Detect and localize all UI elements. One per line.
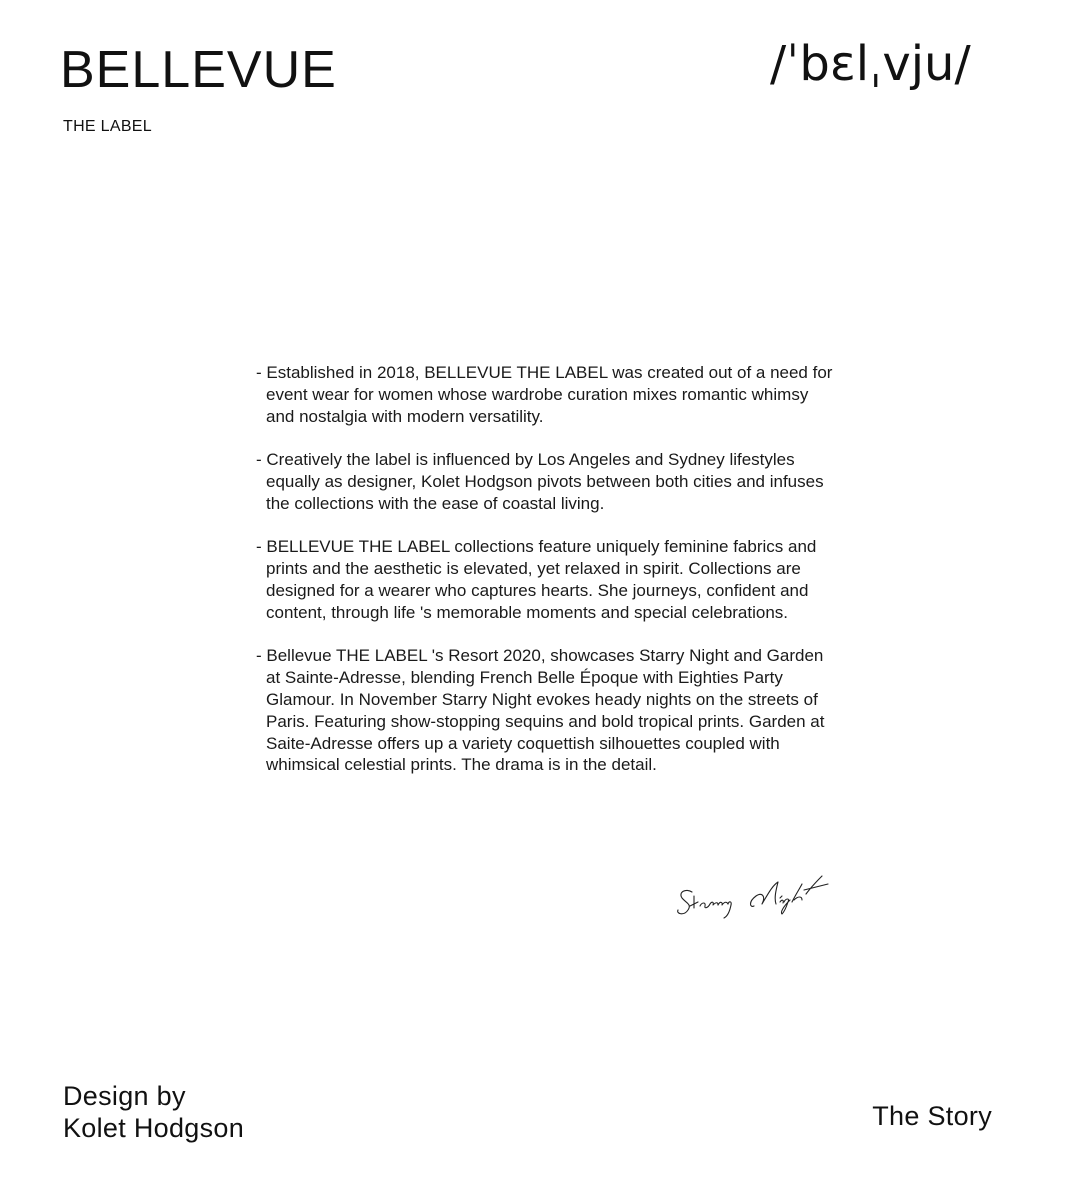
story-text (256, 362, 836, 798)
the-story-link[interactable]: The Story (872, 1101, 992, 1131)
story-paragraph: - Established in 2018, BELLEVUE THE LABEL was created out of a need for event wear for women whose wardrobe curation mixes romantic whimsy and nostalgia with modern versatility. (256, 363, 833, 426)
story-paragraph: - BELLEVUE THE LABEL collections feature uniquely feminine fabrics and prints and the aesthetic is elevated, yet relaxed in spirit. Collections are designed for a wearer who captures hearts. She journeys, confident and content, through life 's memorable moments and special celebrations. (256, 537, 817, 622)
phonetic-transcription: /ˈbɛlˌvju/ (770, 36, 971, 92)
brand-title: BELLEVUE (60, 41, 337, 99)
designer-credit (63, 1080, 244, 1144)
story-paragraph: - Creatively the label is influenced by Los Angeles and Sydney lifestyles equally as designer, Kolet Hodgson pivots between both cities and infuses the collections with the ease of coastal living. (256, 450, 824, 513)
brand-subtitle: THE LABEL (63, 118, 152, 135)
starry-night-signature (672, 866, 842, 922)
story-paragraph: - Bellevue THE LABEL 's Resort 2020, showcases Starry Night and Garden at Sainte-Adresse, blending French Belle Époque with Eighties Party Glamour. In November Starry Night evokes heady nights on the streets of Paris. Featuring show-stopping sequins and bold tropical prints. Garden at Saite-Adresse offers up a variety coquettish silhouettes coupled with whimsical celestial prints. The drama is in the detail. (256, 646, 825, 775)
credit-label: Design by (63, 1081, 186, 1111)
designer-name: Kolet Hodgson (63, 1113, 245, 1143)
